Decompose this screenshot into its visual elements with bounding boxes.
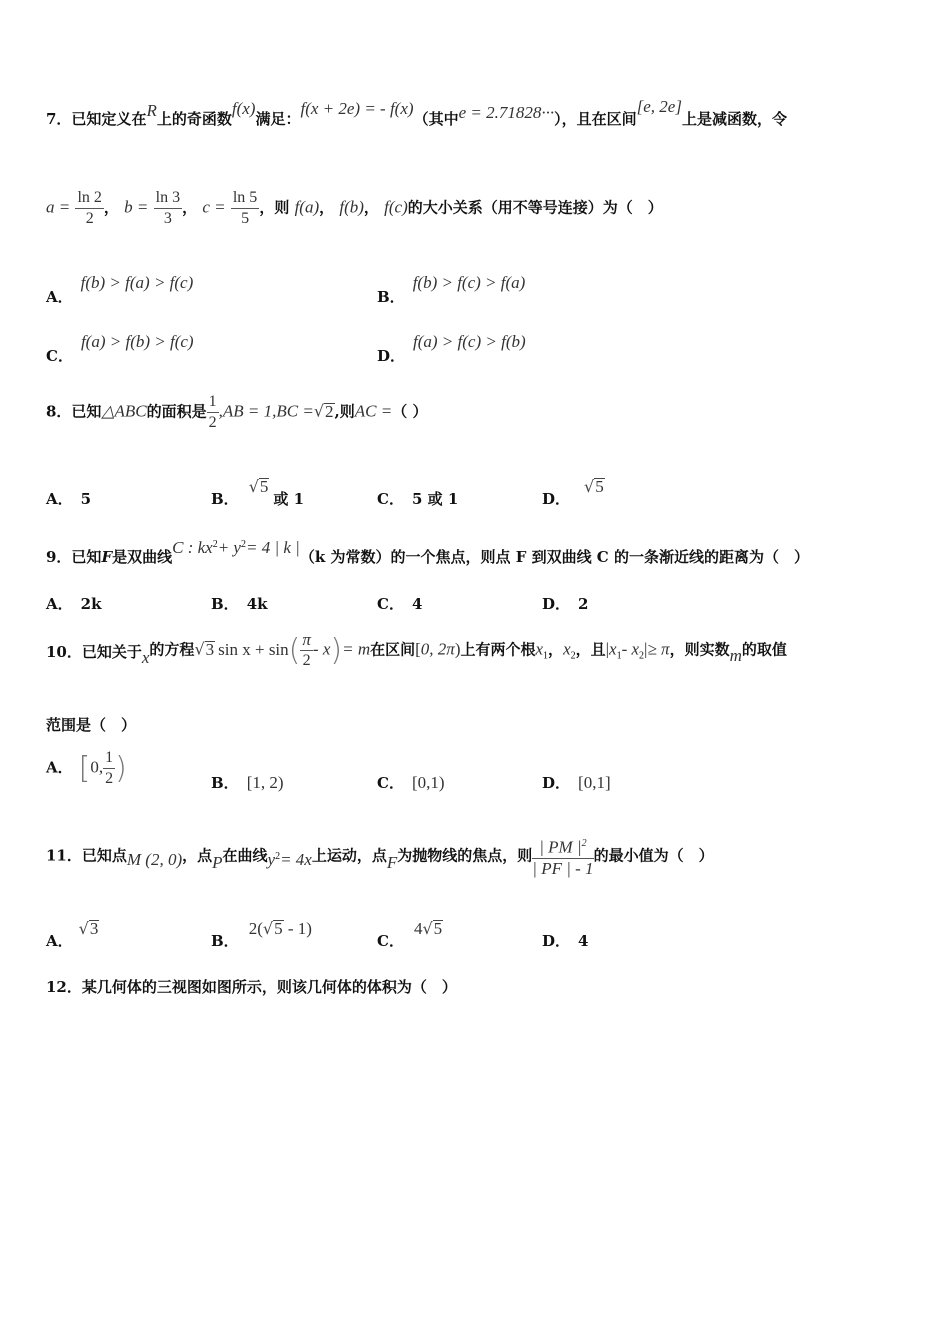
q10-x2: x <box>563 639 571 659</box>
denominator: 5 <box>241 210 250 227</box>
q12-stem: 12．某几何体的三视图如图所示，则该几何体的体积为（ ） <box>46 978 457 996</box>
q7-c-lhs: c = <box>202 197 226 217</box>
q11-text: 为抛物线的焦点，则 <box>397 846 533 865</box>
option-expr: f(a) > f(c) > f(b) <box>413 332 526 351</box>
q7-fa: f(a) <box>294 197 320 217</box>
option-label: A． <box>46 932 73 950</box>
q10-eq-m: = m <box>342 639 371 659</box>
q7-option-d[interactable] <box>377 331 526 365</box>
q10-option-a[interactable]: A． [0, $\frac{1}{2}$ ) <box>46 749 127 787</box>
q10-option-c[interactable]: C． [0,1) <box>377 773 445 792</box>
option-label: A． <box>46 288 73 306</box>
option-text: 4 <box>411 595 423 613</box>
option-text: 2 <box>578 595 589 613</box>
q11-curve: y <box>267 850 276 870</box>
option-label: C． <box>377 774 404 792</box>
option-label: C． <box>377 932 404 950</box>
q11-option-c[interactable]: C．4√5 <box>377 919 443 950</box>
q8-triangle: △ABC <box>101 401 147 421</box>
q9-option-c[interactable] <box>377 593 422 614</box>
q8-half-fraction <box>207 392 219 433</box>
option-label: B． <box>211 490 239 508</box>
numerator: ln 5 <box>231 188 259 209</box>
option-radicand: 3 <box>89 919 99 938</box>
option-fraction <box>103 748 115 789</box>
option-label: D． <box>542 595 571 613</box>
option-pre: 4 <box>413 919 423 938</box>
q11-option-b[interactable]: B．2(√5 - 1) <box>211 919 312 950</box>
option-expr: f(b) > f(c) > f(a) <box>412 273 526 292</box>
q7-fc: f(c) <box>384 197 408 217</box>
q10-text: ，则实数 <box>669 640 730 659</box>
option-label: C． <box>377 490 404 508</box>
option-expr: f(a) > f(b) > f(c) <box>80 332 194 351</box>
comma: ， <box>182 198 198 217</box>
q8-text: 的面积是 <box>146 402 207 421</box>
q9-option-d[interactable] <box>542 593 588 614</box>
q7-interval: [e, 2e] <box>636 97 682 116</box>
q10-radicand: 3 <box>205 639 215 659</box>
q8-option-b[interactable]: B．√5或 1 <box>211 477 305 508</box>
denominator: 2 <box>85 210 94 227</box>
q7-b-lhs: b = <box>124 197 149 217</box>
q11-stem: 11．已知点M (2, 0)，点P在曲线$y^2= 4x$上运动，点F为抛物线的焦点，则 $\frac{| PM |^2}{| PF | - 1}$ 的最小值为（ ） <box>46 834 714 879</box>
option-text: 0,1 <box>417 773 439 792</box>
q11-text: 的最小值为（ ） <box>593 846 714 865</box>
q9-F: F <box>101 548 113 566</box>
q9-stem <box>46 538 809 567</box>
option-label: D． <box>542 932 571 950</box>
q10-text: 在区间 <box>370 640 416 659</box>
option-text: 0, <box>90 757 104 777</box>
comma: ， <box>363 198 379 217</box>
q10-pi-half <box>300 630 313 671</box>
option-label: D． <box>377 347 406 365</box>
q9-curve-rhs: = 4 | k | <box>245 538 300 557</box>
option-label: A． <box>46 758 73 777</box>
q9-text: 9．已知 <box>46 548 102 566</box>
option-text: 5 或 1 <box>411 490 459 508</box>
option-text: 4 <box>578 932 589 950</box>
numerator: | PM $|^2$ <box>532 834 593 859</box>
q10-option-b[interactable]: B． [1, 2) <box>211 773 284 792</box>
option-expr: f(b) > f(a) > f(c) <box>80 273 194 292</box>
option-text: 或 1 <box>273 490 305 508</box>
q10-x1: x <box>535 639 544 659</box>
denominator: 3 <box>163 210 172 227</box>
q10-option-d[interactable]: D． [0,1] <box>542 773 611 792</box>
comma: ， <box>319 198 335 217</box>
q10-text: 的取值 <box>741 640 787 659</box>
numerator: π <box>302 630 311 649</box>
option-text: 0,1 <box>583 773 605 792</box>
q9-option-a[interactable] <box>46 593 101 614</box>
q7-text: 的大小关系（用不等号连接）为（ ） <box>407 198 663 217</box>
q7-stem-line2 <box>46 188 663 229</box>
denominator: | PF | - 1 <box>532 858 594 878</box>
q8-text: 8．已知 <box>46 402 102 421</box>
q7-e-value: e = 2.71828··· <box>458 103 555 122</box>
q8-ab: AB = 1 <box>222 401 273 421</box>
q11-option-a[interactable]: A．√3 <box>46 919 99 950</box>
q10-stem-line2: 范围是（ ） <box>46 716 137 734</box>
q7-text: 上是减函数，令 <box>681 110 787 128</box>
q10-text: 上有两个根 <box>460 640 536 659</box>
q7-option-c[interactable] <box>46 331 194 365</box>
option-label: B． <box>377 288 405 306</box>
q10-text: ，且 <box>575 640 606 659</box>
option-label: A． <box>46 490 73 508</box>
q7-a-fraction <box>75 188 103 229</box>
numerator-text: | PM | <box>539 837 582 857</box>
q7-b-fraction <box>154 188 182 229</box>
q7-option-b[interactable] <box>377 272 526 306</box>
denominator: 2 <box>105 770 114 787</box>
q8-stem: 8．已知△ABC的面积是 $\frac{1}{2}$ ,AB = 1,BC =√2,则AC =（ ） <box>46 393 428 431</box>
option-radicand: 5 <box>259 477 269 496</box>
q7-eq: f(x + 2e) = - f(x) <box>300 99 414 118</box>
q9-curve: C : kx <box>172 538 213 557</box>
q10-eq: sin x + sin <box>218 639 289 659</box>
q9-option-b[interactable] <box>211 593 268 614</box>
denominator: 2 <box>208 414 217 431</box>
q7-fx: f(x) <box>231 99 256 118</box>
q8-bc-radicand: 2 <box>325 401 334 421</box>
option-radicand: 5 <box>433 919 443 938</box>
q7-stem-line1 <box>46 97 787 129</box>
q7-text: ，则 <box>259 198 290 217</box>
option-label: B． <box>211 932 239 950</box>
q10-text: 的方程 <box>149 640 195 659</box>
q10-minus-x: - x <box>312 639 331 659</box>
option-text: 2k <box>80 595 102 613</box>
q7-option-a[interactable] <box>46 272 194 306</box>
q11-P: P <box>212 853 223 873</box>
option-pre: 2( <box>248 919 263 938</box>
q11-M: M (2, 0) <box>126 850 183 870</box>
option-text: 4k <box>246 595 268 613</box>
q7-text: （其中 <box>413 110 459 128</box>
q11-fraction <box>532 834 593 879</box>
q7-R: R <box>146 101 157 120</box>
q10-interval: 0, 2π <box>420 639 455 659</box>
q11-option-d[interactable] <box>542 930 588 951</box>
option-label: B． <box>211 595 239 613</box>
q7-text: 满足： <box>255 110 301 128</box>
q8-option-d[interactable]: D．√5 <box>542 477 604 508</box>
denominator: 2 <box>302 652 311 669</box>
q11-F: F <box>386 853 398 873</box>
option-label: D． <box>542 774 571 792</box>
q10-diff: x <box>609 639 617 659</box>
q9-curve-y: + y <box>217 538 241 557</box>
option-text: 5 <box>80 490 92 508</box>
q8-option-a[interactable] <box>46 488 91 509</box>
option-label: C． <box>46 347 73 365</box>
q9-text: 是双曲线 <box>112 548 173 566</box>
q8-bc: BC = <box>276 401 314 421</box>
option-label: D． <box>542 490 571 508</box>
q8-option-c[interactable] <box>377 488 458 509</box>
q10-x: x <box>141 647 150 667</box>
option-label: C． <box>377 595 404 613</box>
q7-text: 上的奇函数 <box>156 110 232 128</box>
numerator: 1 <box>207 392 219 413</box>
q11-text: 上运动，点 <box>311 846 387 865</box>
numerator: ln 3 <box>154 188 182 209</box>
comma: ， <box>103 198 119 217</box>
q7-a-lhs: a = <box>46 197 71 217</box>
q11-text: 在曲线 <box>222 846 268 865</box>
q7-c-fraction <box>231 188 259 229</box>
q9-text: （k 为常数）的一个焦点，则点 F 到双曲线 C 的一条渐近线的距离为（ ） <box>299 548 809 566</box>
option-label: A． <box>46 595 73 613</box>
option-label: B． <box>211 774 239 792</box>
numerator: ln 2 <box>75 188 103 209</box>
q10-ge: ≥ π <box>647 639 670 659</box>
numerator: 1 <box>103 748 115 769</box>
q7-text: 7．已知定义在 <box>46 110 147 128</box>
q8-ac: AC = <box>354 401 393 421</box>
q7-fb: f(b) <box>339 197 364 217</box>
q11-text: ，点 <box>182 846 213 865</box>
option-post: - 1) <box>283 919 312 938</box>
q7-text: ），且在区间 <box>554 110 637 128</box>
q10-text: 10．已知关于 <box>46 642 142 661</box>
exponent: 2 <box>240 539 246 550</box>
q8-text: ,则 <box>334 402 355 421</box>
q11-text: 11．已知点 <box>46 846 127 865</box>
exponent: 2 <box>212 539 218 550</box>
q10-m: m <box>729 645 742 665</box>
q10-diff2: - x <box>621 639 640 659</box>
q8-text: （ ） <box>392 402 428 421</box>
option-radicand: 5 <box>274 919 283 938</box>
q10-stem-line1: 10．已知关于x的方程√3 sin x + sin( $\frac{\pi}{2}$ - x)= m在区间[0, 2π)上有两个根$x_1$，$x_2$，且$|x_1-$ $x_2|\ge \pi$，则实数m的取值 <box>46 630 787 669</box>
option-text: 1, 2 <box>252 773 278 792</box>
q11-curve-rhs: = 4x <box>280 850 312 870</box>
option-radicand: 5 <box>595 477 604 496</box>
